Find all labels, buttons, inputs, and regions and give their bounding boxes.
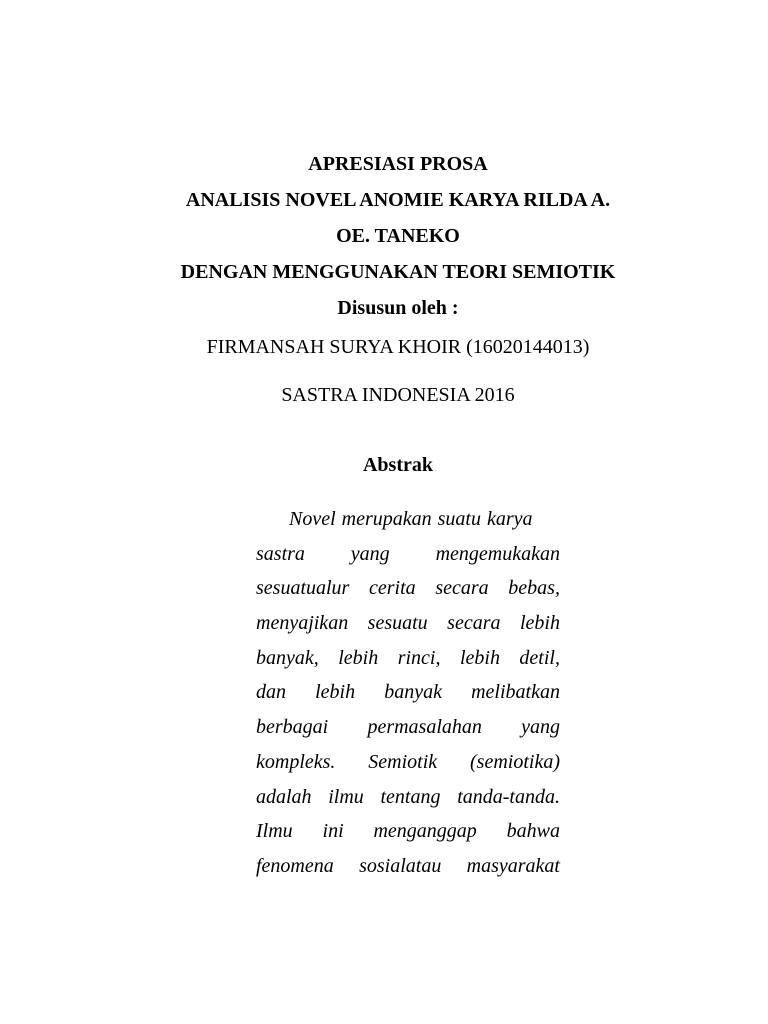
abstract-word: melibatkan (471, 681, 560, 704)
abstract-line (256, 606, 560, 641)
abstract-line (256, 571, 560, 606)
abstract-line (256, 502, 560, 537)
abstract-line (256, 745, 560, 780)
abstract-body (256, 502, 560, 884)
abstract-word: lebih (315, 681, 356, 704)
abstract-word: secara (435, 577, 489, 600)
abstract-word: lebih (459, 646, 500, 669)
abstract-word: Ilmu (256, 820, 293, 843)
abstract-word: yang (521, 716, 560, 739)
paper-title-line-3: DENGAN MENGGUNAKAN TEORI SEMIOTIK (180, 261, 616, 283)
abstract-word: berbagai (256, 716, 329, 739)
abstract-word: sesuatualur (256, 577, 350, 600)
abstract-line (256, 675, 560, 710)
abstract-word: karya (486, 508, 533, 530)
abstract-line (256, 710, 560, 745)
abstract-word: suatu (437, 508, 481, 530)
abstract-word: tentang (380, 785, 441, 808)
abstract-line (256, 641, 560, 676)
abstract-word: merupakan (341, 508, 432, 530)
authored-by-label: Disusun oleh : (337, 297, 459, 319)
abstract-word: banyak (384, 681, 442, 704)
abstract-word: dan (256, 681, 286, 704)
author-name: FIRMANSAH SURYA KHOIR (16020144013) (206, 336, 590, 358)
abstract-word: (semiotika) (470, 750, 560, 773)
abstract-word: permasalahan (367, 716, 482, 739)
department-year: SASTRA INDONESIA 2016 (281, 384, 515, 406)
abstract-word: menganggap (373, 820, 477, 843)
paper-title-line-1: ANALISIS NOVEL ANOMIE KARYA RILDA A. (185, 189, 611, 211)
abstract-word: tanda-tanda. (457, 785, 560, 808)
abstract-line (256, 849, 560, 884)
abstract-word: kompleks. (256, 750, 336, 773)
abstract-word: lebih (338, 646, 379, 669)
abstract-word: fenomena (256, 854, 334, 877)
abstract-word: adalah (256, 785, 312, 808)
abstract-word: banyak, (256, 646, 319, 669)
abstract-word: Novel (289, 508, 336, 530)
abstract-word: sastra (256, 542, 305, 565)
abstract-line (256, 814, 560, 849)
abstract-line (256, 780, 560, 815)
abstract-word: rinci, (397, 646, 441, 669)
abstract-word: Semiotik (368, 750, 438, 773)
abstract-word: ilmu (328, 785, 364, 808)
abstract-word: ini (322, 820, 344, 843)
abstract-word: sesuatu (367, 612, 428, 635)
abstract-word: mengemukakan (435, 542, 560, 565)
abstract-word: lebih (519, 612, 560, 635)
abstract-line (256, 537, 560, 572)
paper-title-line-2: OE. TANEKO (336, 225, 460, 247)
abstract-word: masyarakat (466, 854, 560, 877)
abstract-word: sosialatau (359, 854, 442, 877)
course-title: APRESIASI PROSA (308, 153, 488, 175)
abstract-word: cerita (369, 577, 416, 600)
abstract-word: bebas, (508, 577, 560, 600)
title-block (0, 146, 768, 326)
abstract-word: detil, (519, 646, 560, 669)
abstract-word: menyajikan (256, 612, 349, 635)
abstract-heading: Abstrak (362, 454, 433, 476)
abstract-word: yang (350, 542, 390, 565)
abstract-word: secara (447, 612, 501, 635)
abstract-word: bahwa (506, 820, 560, 843)
